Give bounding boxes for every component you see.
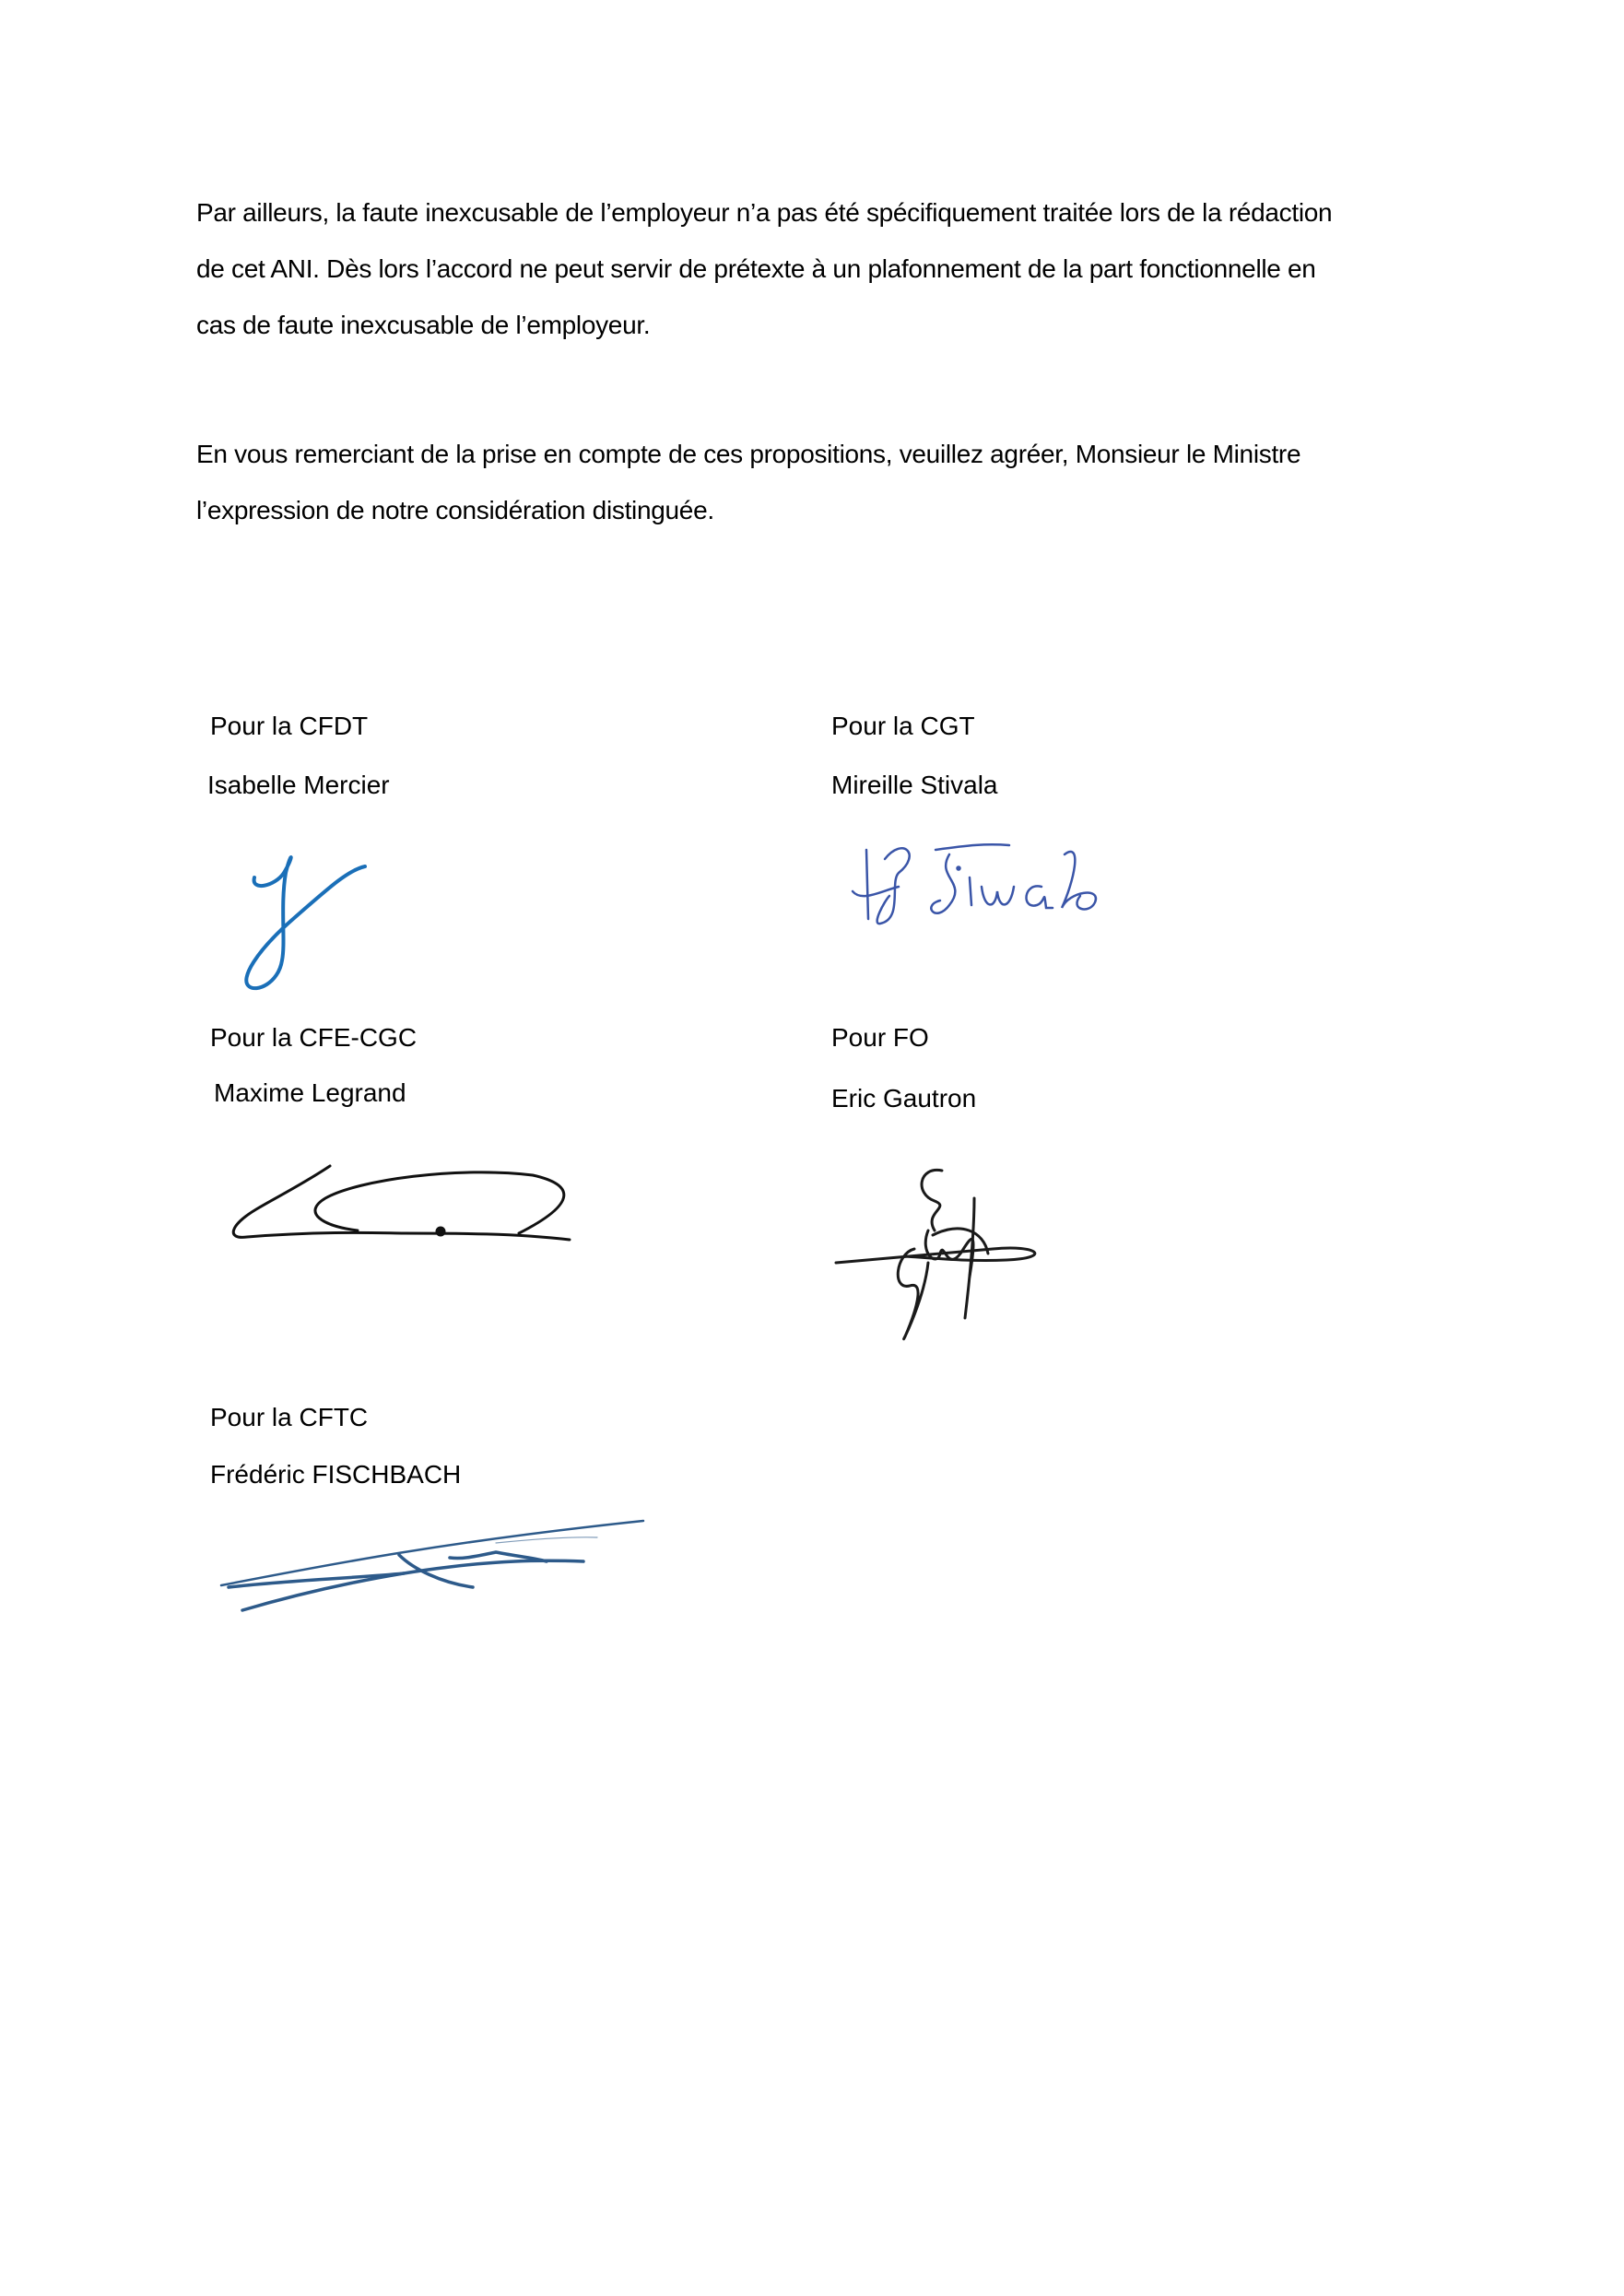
signatory-name: Isabelle Mercier bbox=[207, 771, 390, 799]
signatory-org: Pour la CFDT bbox=[210, 712, 369, 740]
text-line: l’expression de notre considération distinguée. bbox=[196, 496, 714, 524]
text-line: cas de faute inexcusable de l’employeur. bbox=[196, 311, 651, 339]
text-line: de cet ANI. Dès lors l’accord ne peut servir de prétexte à un plafonnement de la part fonctionnelle en bbox=[196, 254, 1316, 283]
signatory-name: Maxime Legrand bbox=[214, 1078, 406, 1107]
signatory-name: Eric Gautron bbox=[831, 1084, 977, 1113]
signatory-org: Pour la CGT bbox=[831, 712, 975, 740]
text-line: Par ailleurs, la faute inexcusable de l’employeur n’a pas été spécifiquement traitée lors de la rédaction bbox=[196, 198, 1333, 227]
signatory-cfe-cgc bbox=[210, 1023, 689, 1272]
handwritten-signature-icon bbox=[238, 850, 404, 997]
signatory-name: Frédéric FISCHBACH bbox=[210, 1460, 462, 1489]
signatory-org: Pour la CFE-CGC bbox=[210, 1023, 418, 1052]
signatory-fo bbox=[831, 1023, 1163, 1373]
handwritten-signature-icon bbox=[831, 1166, 1071, 1350]
signatory-cftc bbox=[210, 1403, 689, 1633]
signatory-cfdt bbox=[207, 712, 671, 1007]
closing-paragraph-faute-inexcusable bbox=[196, 184, 1441, 353]
handwritten-signature-icon bbox=[219, 1513, 662, 1615]
signatory-cgt bbox=[831, 712, 1218, 951]
handwritten-signature-icon bbox=[219, 1152, 588, 1254]
closing-paragraph-salutation bbox=[196, 426, 1441, 538]
handwritten-signature-icon bbox=[848, 836, 1115, 937]
signatory-name: Mireille Stivala bbox=[831, 771, 998, 799]
text-line: En vous remerciant de la prise en compte de ces propositions, veuillez agréer, Monsieur le Ministre bbox=[196, 440, 1301, 468]
signatory-org: Pour la CFTC bbox=[210, 1403, 369, 1431]
signatory-org: Pour FO bbox=[831, 1023, 929, 1052]
